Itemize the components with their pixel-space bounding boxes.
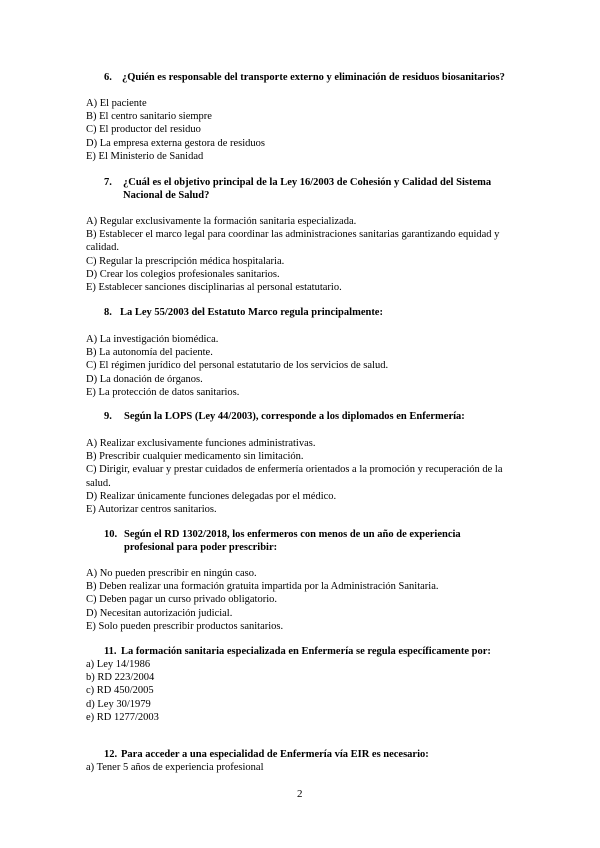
option: A) El paciente: [86, 98, 147, 109]
option: E) La protección de datos sanitarios.: [86, 386, 240, 398]
question-10-options: [86, 567, 516, 633]
question-7-title: [104, 177, 519, 202]
question-9-title: [104, 411, 519, 424]
question-11-options: [86, 658, 516, 724]
option: e) RD 1277/2003: [86, 711, 159, 723]
question-text: Para acceder a una especialidad de Enfermería vía EIR es necesario:: [121, 749, 429, 760]
question-text: La formación sanitaria especializada en Enfermería se regula específicamente por:: [121, 646, 491, 657]
question-text: Según el RD 1302/2018, los enfermeros con menos de un año de experiencia profesional para poder prescribir:: [124, 529, 461, 553]
option: E) Solo pueden prescribir productos sanitarios.: [86, 620, 284, 632]
option: C) Regular la prescripción médica hospitalaria.: [86, 255, 285, 267]
option: D) Realizar únicamente funciones delegadas por el médico.: [86, 490, 337, 502]
option: D) Necesitan autorización judicial.: [86, 607, 233, 619]
option: a) Ley 14/1986: [86, 659, 151, 670]
question-6-options: [86, 97, 516, 163]
question-12-options: [86, 761, 516, 774]
option: B) El centro sanitario siempre: [86, 111, 212, 123]
option: E) Autorizar centros sanitarios.: [86, 504, 217, 516]
option: C) Dirigir, evaluar y prestar cuidados de enfermería orientados a la promoción y recuperación de la salud.: [86, 464, 503, 489]
option: A) La investigación biomédica.: [86, 334, 219, 345]
option: E) Establecer sanciones disciplinarias al personal estatutario.: [86, 282, 342, 294]
question-11-title: [104, 646, 519, 659]
option: C) El régimen jurídico del personal estatutario de los servicios de salud.: [86, 360, 389, 372]
option: D) Crear los colegios profesionales sanitarios.: [86, 268, 280, 280]
option: B) Prescribir cualquier medicamento sin limitación.: [86, 451, 304, 463]
option: d) Ley 30/1979: [86, 698, 151, 710]
option: B) La autonomía del paciente.: [86, 347, 213, 359]
option: C) El productor del residuo: [86, 124, 201, 136]
question-number: 7.: [104, 177, 112, 188]
option: B) Establecer el marco legal para coordinar las administraciones sanitarias garantizando equidad y calidad.: [86, 229, 500, 254]
option: D) La donación de órganos.: [86, 373, 203, 385]
question-8-title: [104, 307, 519, 320]
question-number: 12.: [104, 749, 118, 760]
question-9-options: [86, 437, 516, 516]
question-text: ¿Quién es responsable del transporte externo y eliminación de residuos biosanitarios?: [122, 72, 505, 83]
question-number: 8.: [104, 307, 112, 318]
question-number: 9.: [104, 411, 112, 422]
option: A) No pueden prescribir en ningún caso.: [86, 568, 257, 579]
option: c) RD 450/2005: [86, 685, 154, 697]
question-text: La Ley 55/2003 del Estatuto Marco regula principalmente:: [120, 307, 383, 318]
option: B) Deben realizar una formación gratuita impartida por la Administración Sanitaria.: [86, 581, 439, 593]
question-7-options: [86, 215, 516, 294]
question-number: 6.: [104, 72, 112, 83]
option: b) RD 223/2004: [86, 672, 155, 684]
option: E) El Ministerio de Sanidad: [86, 150, 204, 162]
option: A) Regular exclusivamente la formación sanitaria especializada.: [86, 216, 357, 227]
option: C) Deben pagar un curso privado obligatorio.: [86, 594, 277, 606]
question-10-title: [104, 529, 509, 554]
page-number: 2: [297, 788, 303, 800]
question-text: ¿Cuál es el objetivo principal de la Ley 16/2003 de Cohesión y Calidad del Sistema Nacional de Salud?: [123, 177, 492, 201]
question-8-options: [86, 333, 516, 399]
option: A) Realizar exclusivamente funciones administrativas.: [86, 438, 316, 449]
question-12-title: [104, 749, 519, 762]
option: a) Tener 5 años de experiencia profesional: [86, 762, 264, 773]
option: D) La empresa externa gestora de residuos: [86, 137, 266, 149]
question-6-title: [104, 72, 514, 85]
question-number: 11.: [104, 646, 117, 657]
question-text: Según la LOPS (Ley 44/2003), corresponde a los diplomados en Enfermería:: [124, 411, 465, 422]
question-number: 10.: [104, 529, 118, 540]
